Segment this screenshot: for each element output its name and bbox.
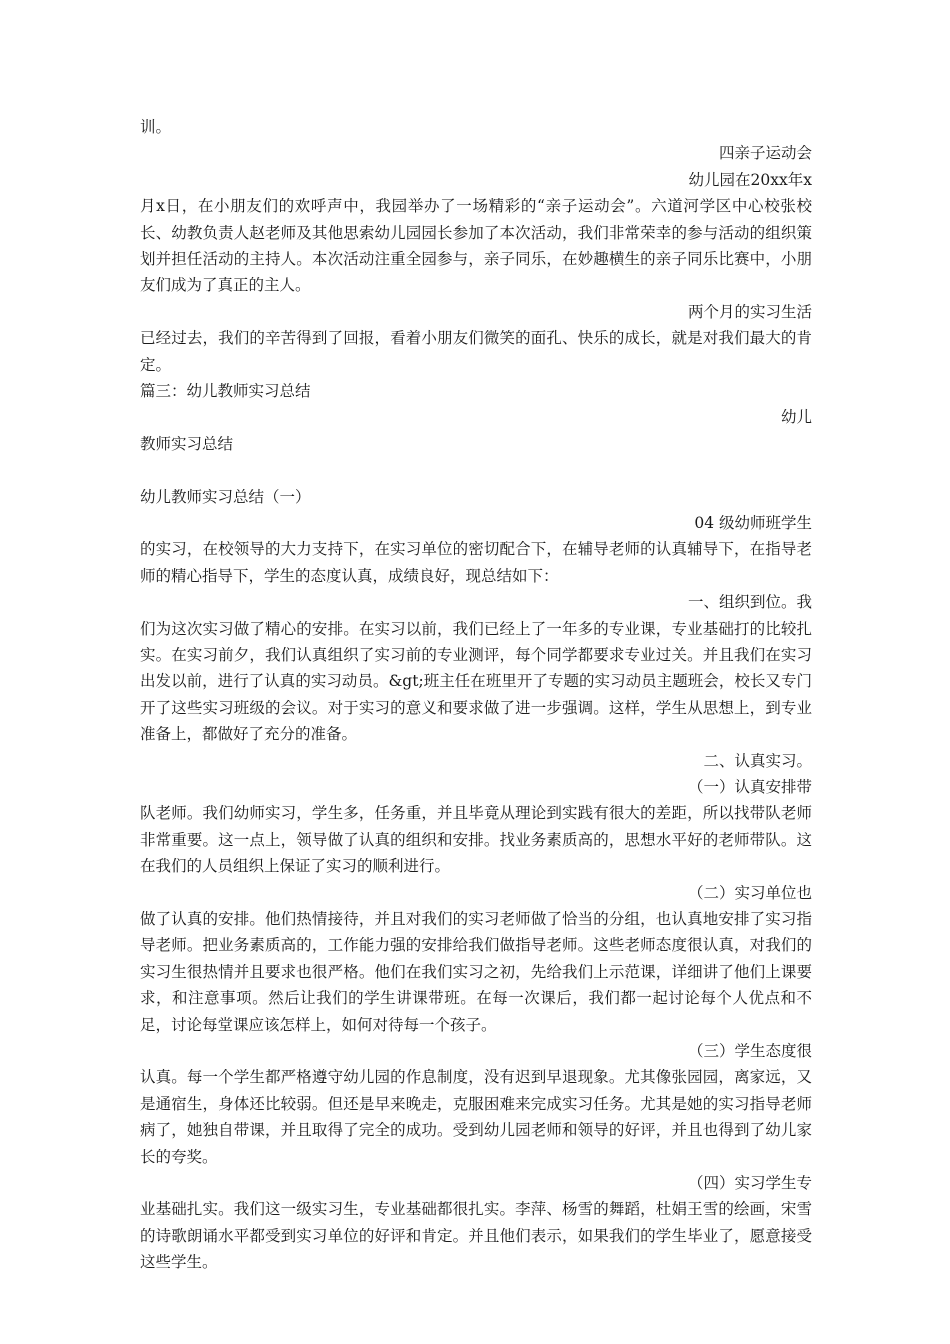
paragraph-skills: 业基础扎实。我们这一级实习生，专业基础都很扎实。李萍、杨雪的舞蹈，杜娟王雪的绘画，宋雪的诗歌朗诵水平都受到实习单位的好评和肯定。并且他们表示，如果我们的学生毕业了，愿意接受这些学生。: [140, 1200, 812, 1272]
paragraph-teachers: 队老师。我们幼师实习，学生多，任务重，并且毕竟从理论到实践有很大的差距，所以找带队老师非常重要。这一点上，领导做了认真的组织和安排。找业务素质高的，思想水平好的老师带队。这在我们的人员组织上保证了实习的顺利进行。: [140, 804, 812, 876]
paragraph-organize: 们为这次实习做了精心的安排。在实习以前，我们已经上了一年多的专业课，专业基础打的比较扎实。在实习前夕，我们认真组织了实习前的专业测评，每个同学都要求专业过关。并且我们在实习出发以前，进行了认真的实习动员。&gt;班主任在班里开了专题的实习动员主题班会，校长又专门开了这些实习班级的会议。对于实习的意义和要求做了进一步强调。这样，学生从思想上，到专业准备上，都做好了充分的准备。: [140, 619, 812, 744]
paragraph-sports: 月x日，在小朋友们的欢呼声中，我园举办了一场精彩的“亲子运动会”。六道河学区中心校张校长、幼教负责人赵老师及其他思索幼儿园园长参加了本次活动，我们非常荣幸的参与活动的组织策划并担任活动的主持人。本次活动注重全园参与，亲子同乐，在妙趣横生的亲子同乐比赛中，小朋友们成为了真正的主人。: [140, 197, 812, 295]
paragraph-months: 已经过去，我们的辛苦得到了回报，看着小朋友们微笑的面孔、快乐的成长，就是对我们最大的肯定。: [140, 329, 812, 374]
subsection-lead-attitude: （三）学生态度很: [687, 1042, 812, 1060]
blank-line: [140, 457, 812, 483]
title-rest: 教师实习总结: [140, 434, 234, 453]
paragraph-lead-intro: 04 级幼师班学生: [694, 513, 812, 532]
paragraph-intro: 的实习，在校领导的大力支持下，在实习单位的密切配合下，在辅导老师的认真辅导下，在指导老师的精心指导下，学生的态度认真，成绩良好，现总结如下：: [140, 540, 812, 585]
section-heading-sports: 四亲子运动会: [718, 144, 812, 163]
paragraph-attitude: 认真。每一个学生都严格遵守幼儿园的作息制度，没有迟到早退现象。尤其像张园园，离家远，又是通宿生，身体还比较弱。但还是早来晚走，克服困难来完成实习任务。尤其是她的实习指导老师病了，她独自带课，并且取得了完全的成功。受到幼儿园老师和领导的好评，并且也得到了幼儿家长的夸奖。: [140, 1068, 812, 1166]
paragraph-lead-months: 两个月的实习生活: [687, 302, 812, 321]
paragraph-lead-sports: 幼儿园在20xx年x: [688, 170, 812, 189]
paragraph-tail: 训。: [140, 118, 172, 136]
subsection-lead-skills: （四）实习学生专: [687, 1174, 812, 1193]
subtitle: 幼儿教师实习总结（一）: [140, 487, 311, 506]
subsection-lead-units: （二）实习单位也: [687, 883, 812, 902]
subsection-lead-teachers: （一）认真安排带: [687, 777, 812, 796]
section-heading-practice: 二、认真实习。: [703, 751, 812, 770]
document-page: [140, 114, 812, 1276]
paragraph-units: 做了认真的安排。他们热情接待，并且对我们的实习老师做了恰当的分组，也认真地安排了实习指导老师。把业务素质高的，工作能力强的安排给我们做指导老师。这些老师态度很认真，对我们的实习生很热情并且要求也很严格。他们在我们实习之初，先给我们上示范课，详细讲了他们上课要求，和注意事项。然后让我们的学生讲课带班。在每一次课后，我们都一起讨论每个人优点和不足，讨论每堂课应该怎样上，如何对待每一个孩子。: [140, 909, 812, 1034]
title-lead: 幼儿: [780, 408, 812, 427]
chapter-heading: 篇三：幼儿教师实习总结: [140, 382, 311, 400]
section-lead-organize: 一、组织到位。我: [687, 593, 812, 612]
